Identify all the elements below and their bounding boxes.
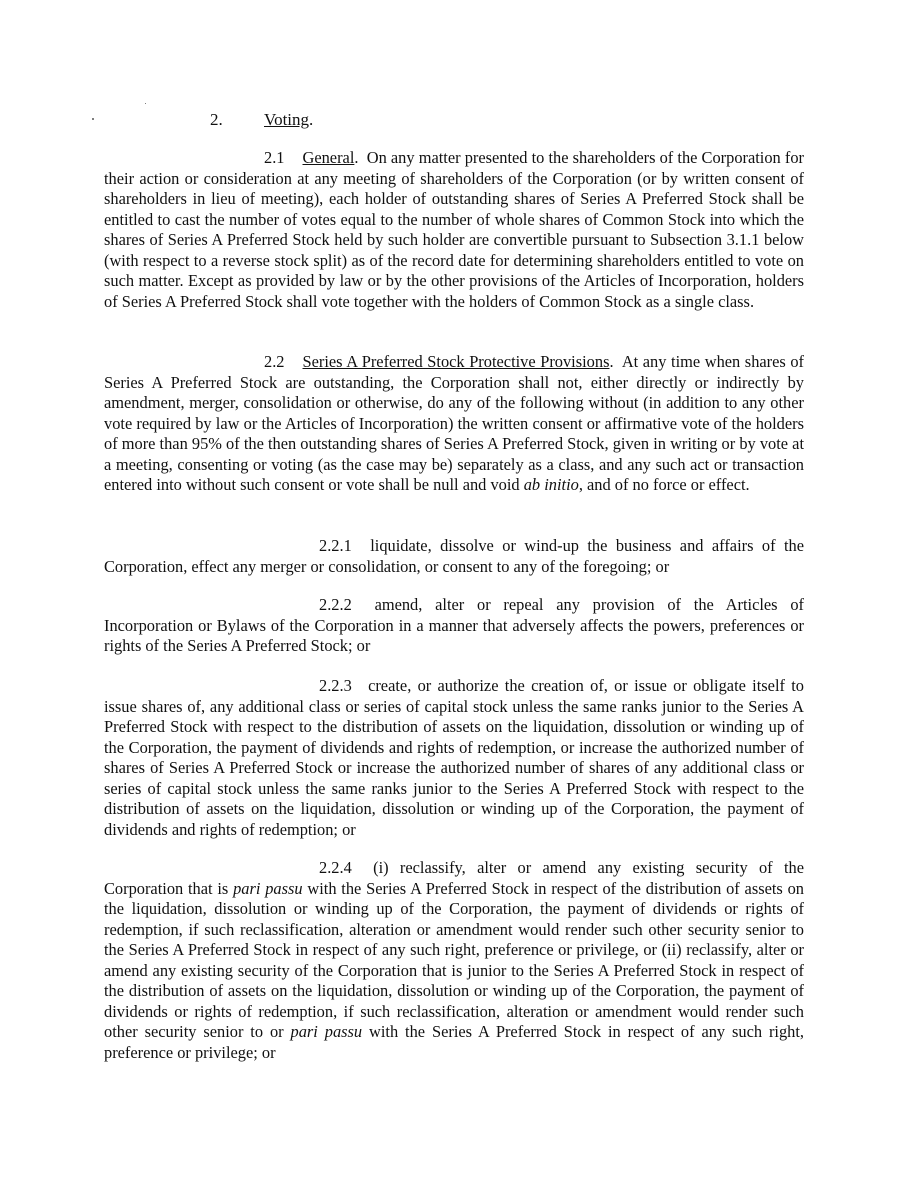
paragraph-number: 2.2 (264, 352, 285, 371)
section-title: Voting (264, 110, 310, 129)
scan-speck (145, 103, 146, 104)
paragraph-text: with the Series A Preferred Stock in respect of any such right, preference or privilege; or (104, 1022, 805, 1062)
paragraph-text: At any time when shares of Series A Preferred Stock are outstanding, the Corporation shall not, either directly or indirectly by amendment, merger, consolidation or otherwise, do any of the following without (in addition to any other vote required by law or the Articles of Incorporation) the written consent or affirmative vote of the holders of more than 95% of the then outstanding shares of Series A Preferred Stock, given in writing or by vote at a meeting, consenting or voting (as the case may be) separately as a class, and any such act or transaction entered into without such consent or vote shall be null and void (104, 352, 805, 494)
paragraph-number: 2.2.3 (319, 676, 352, 695)
paragraph-text: with the Series A Preferred Stock in respect of the distribution of assets on the liquidation, dissolution or winding up of the Corporation, the payment of dividends or rights of redemption, if such reclassification, alteration or amendment would render such other security senior to the Series A Preferred Stock in respect of any such right, preference or privilege, or (ii) reclassify, alter or amend any existing security of the Corporation that is junior to the Series A Preferred Stock in respect of the distribution of assets on the liquidation, dissolution or winding up of the Corporation, the payment of dividends or rights of redemption, if such reclassification, alteration or amendment would render such other security senior to or (104, 878, 804, 1041)
paragraph-number: 2.2.2 (319, 595, 352, 614)
paragraph-text: (i) reclassify, alter or amend any existing security of the Corporation that is (104, 858, 804, 898)
latin-term: ab initio (523, 475, 579, 494)
latin-term: pari passu (290, 1022, 363, 1041)
paragraph-2-2 (104, 352, 804, 496)
paragraph-text: liquidate, dissolve or wind-up the business and affairs of the Corporation, effect any merger or consolidation, or consent to any of the foregoing; or (104, 536, 804, 576)
section-number: 2. (210, 110, 223, 129)
paragraph-text: create, or authorize the creation of, or issue or obligate itself to issue shares of, any additional class or series of capital stock unless the same ranks junior to the Series A Preferred Stock with respect to the distribution of assets on the liquidation, dissolution or winding up of the Corporation, the payment of dividends and rights of redemption, or increase the authorized number of shares of Series A Preferred Stock or increase the authorized number of shares of any additional class or series of capital stock unless the same ranks junior to the Series A Preferred Stock with respect to the distribution of assets on the liquidation, dissolution or winding up of the Corporation, the payment of dividends and rights of redemption; or (104, 676, 804, 839)
scan-speck (92, 118, 94, 120)
paragraph-heading-suffix: . (354, 148, 359, 167)
section-heading (210, 110, 313, 130)
paragraph-2-2-1 (104, 536, 804, 577)
section-title-suffix: . (309, 110, 314, 129)
paragraph-text: amend, alter or repeal any provision of the Articles of Incorporation or Bylaws of the Corporation in a manner that adversely affects the powers, preferences or rights of the Series A Preferred Stock; or (104, 595, 804, 655)
paragraph-number: 2.2.4 (319, 858, 352, 877)
paragraph-2-2-2 (104, 595, 804, 657)
paragraph-2-2-4 (104, 858, 804, 1063)
paragraph-text: , and of no force or effect. (578, 475, 750, 494)
paragraph-heading-suffix: . (609, 352, 614, 371)
latin-term: pari passu (233, 878, 303, 898)
paragraph-number: 2.1 (264, 148, 285, 167)
paragraph-2-1 (104, 148, 804, 312)
paragraph-heading: General (302, 148, 355, 167)
paragraph-text: On any matter presented to the shareholders of the Corporation for their action or consideration at any meeting of shareholders of the Corporation (or by written consent of shareholders in lieu of meeting), each holder of outstanding shares of Series A Preferred Stock shall be entitled to cast the number of votes equal to the number of whole shares of Common Stock into which the shares of Series A Preferred Stock held by such holder are convertible pursuant to Subsection 3.1.1 below (with respect to a reverse stock split) as of the record date for determining shareholders entitled to vote on such matter. Except as provided by law or by the other provisions of the Articles of Incorporation, holders of Series A Preferred Stock shall vote together with the holders of Common Stock as a single class. (104, 148, 804, 311)
paragraph-heading: Series A Preferred Stock Protective Provisions (302, 352, 610, 371)
paragraph-number: 2.2.1 (319, 536, 352, 555)
paragraph-2-2-3 (104, 676, 804, 840)
